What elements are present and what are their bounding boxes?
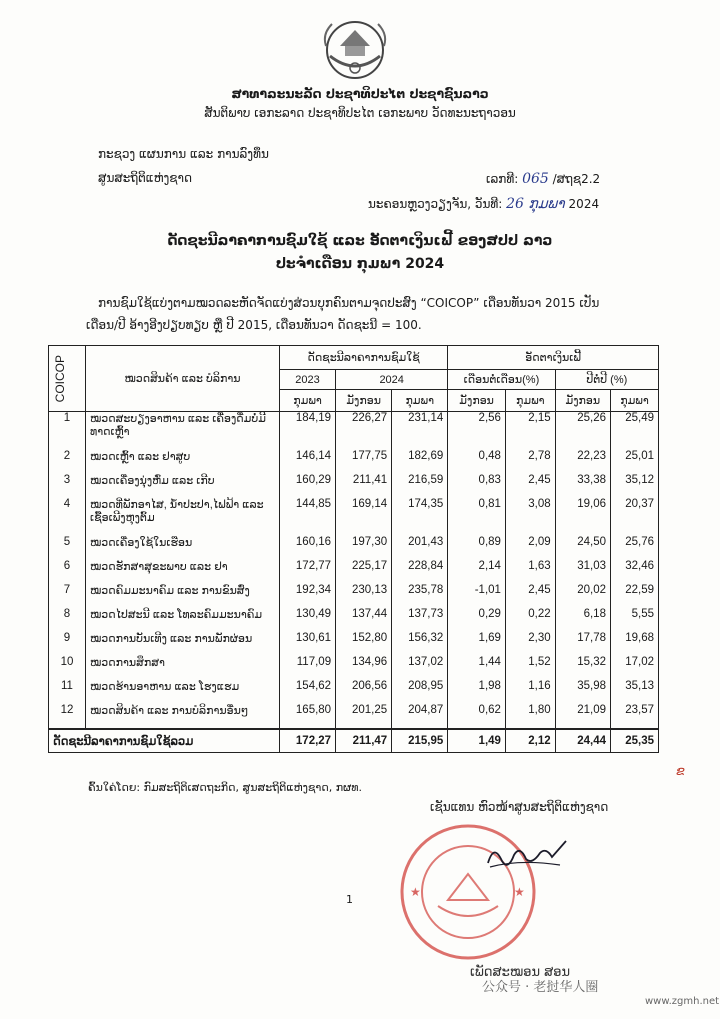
svg-text:★: ★ — [410, 885, 421, 899]
value-yoy-jan: 22,23 — [555, 450, 610, 474]
coicop-code: 5 — [49, 536, 86, 560]
coicop-header: COICOP — [53, 354, 67, 403]
value-mom-jan: 1,98 — [448, 680, 506, 704]
value-mom-feb: 1,16 — [505, 680, 555, 704]
document-number — [486, 171, 600, 187]
value-yoy-jan: 21,09 — [555, 704, 610, 729]
value-yoy-feb: 23,57 — [610, 704, 658, 729]
value-mom-feb: 1,80 — [505, 704, 555, 729]
table-row — [49, 608, 659, 632]
month-jan-mom: ມັງກອນ — [448, 390, 506, 412]
group-name: ໝວດການບັນເທີງ ແລະ ການພັກຜ່ອນ — [86, 632, 280, 656]
national-emblem-icon — [318, 16, 392, 82]
cpi-table — [48, 345, 659, 753]
year-2024-cpi: 2024 — [336, 370, 448, 390]
value-c2023: 130,61 — [280, 632, 336, 656]
value-mom-feb: 2,09 — [505, 536, 555, 560]
total-c2023: 172,27 — [280, 729, 336, 753]
coicop-code: 12 — [49, 704, 86, 729]
value-yoy-jan: 24,50 — [555, 536, 610, 560]
value-yoy-feb: 35,12 — [610, 474, 658, 498]
value-mom-feb: 1,63 — [505, 560, 555, 584]
signature-title: ເຊັນແທນ ຫົວໜ້າສູນສະຖິຕິແຫ່ງຊາດ — [430, 800, 609, 814]
value-jan: 152,80 — [336, 632, 392, 656]
value-jan: 137,44 — [336, 608, 392, 632]
date-prefix: ນະຄອນຫຼວງວຽງຈັນ, ວັນທີ: — [368, 197, 503, 211]
value-c2023: 117,09 — [280, 656, 336, 680]
coicop-code: 11 — [49, 680, 86, 704]
value-feb: 137,73 — [392, 608, 448, 632]
value-jan: 226,27 — [336, 412, 392, 451]
value-yoy-feb: 17,02 — [610, 656, 658, 680]
group-name: ໝວດເຄື່ອງໃຊ້ໃນເຮືອນ — [86, 536, 280, 560]
col-group: ໝວດສິນຄ້າ ແລະ ບໍລິການ — [86, 346, 280, 412]
doc-suffix: /ສຖຊ2.2 — [552, 172, 601, 186]
header-line1: ສາທາລະນະລັດ ປະຊາທິປະໄຕ ປະຊາຊົນລາວ — [231, 86, 489, 101]
watermark-site: www.zgmh.net — [645, 996, 720, 1007]
value-mom-jan: 0,81 — [448, 498, 506, 536]
group-name: ໝວດສະບຽງອາຫານ ແລະ ເຄື່ອງດື່ມບໍ່ມີທາດເຫຼົ້າ — [86, 412, 280, 451]
value-feb: 201,43 — [392, 536, 448, 560]
group-name: ໝວດສິນຄ້າ ແລະ ການບໍລິການອື່ນໆ — [86, 704, 280, 729]
value-feb: 174,35 — [392, 498, 448, 536]
table-row — [49, 656, 659, 680]
value-c2023: 144,85 — [280, 498, 336, 536]
group-name: ໝວດການສຶກສາ — [86, 656, 280, 680]
date-handwritten: 26 ກຸມພາ — [506, 196, 565, 212]
value-yoy-feb: 5,55 — [610, 608, 658, 632]
value-yoy-feb: 25,01 — [610, 450, 658, 474]
month-feb-cpi: ກຸມພາ — [392, 390, 448, 412]
date-year: 2024 — [568, 197, 600, 211]
value-yoy-feb: 22,59 — [610, 584, 658, 608]
value-mom-jan: 2,56 — [448, 412, 506, 451]
value-yoy-jan: 17,78 — [555, 632, 610, 656]
table-row — [49, 632, 659, 656]
value-mom-jan: -1,01 — [448, 584, 506, 608]
total-yoy-jan: 24,44 — [555, 729, 610, 753]
value-c2023: 160,29 — [280, 474, 336, 498]
table-row — [49, 536, 659, 560]
group-name: ໝວດເຄື່ອງນຸ່ງຫົ່ມ ແລະ ເກີບ — [86, 474, 280, 498]
total-feb: 215,95 — [392, 729, 448, 753]
value-feb: 235,78 — [392, 584, 448, 608]
margin-mark: ຂ — [676, 764, 685, 779]
document-subtitle: ປະຈຳເດືອນ ກຸມພາ 2024 — [275, 256, 445, 272]
value-mom-jan: 0,48 — [448, 450, 506, 474]
coicop-code: 7 — [49, 584, 86, 608]
value-mom-feb: 2,30 — [505, 632, 555, 656]
coicop-code: 9 — [49, 632, 86, 656]
total-row — [49, 729, 659, 753]
value-yoy-jan: 33,38 — [555, 474, 610, 498]
header-line2: ສັນຕິພາບ ເອກະລາດ ປະຊາທິປະໄຕ ເອກະພາບ ວັດທະນະຖາວອນ — [204, 106, 516, 120]
value-c2023: 146,14 — [280, 450, 336, 474]
coicop-code: 2 — [49, 450, 86, 474]
table-row — [49, 474, 659, 498]
value-jan: 211,41 — [336, 474, 392, 498]
value-c2023: 160,16 — [280, 536, 336, 560]
intro-line2: ເດືອນ/ປີ ອ້າງອີງປຽບທຽບ ຫຼື ປີ 2015, ເດືອນທັນວາ ດັດຊະນີ = 100. — [86, 318, 422, 332]
total-mom-jan: 1,49 — [448, 729, 506, 753]
value-mom-jan: 0,62 — [448, 704, 506, 729]
value-yoy-jan: 31,03 — [555, 560, 610, 584]
value-yoy-feb: 19,68 — [610, 632, 658, 656]
group-name: ໝວດທີ່ພັກອາໄສ, ນ້ຳປະປາ,ໄຟຟ້າ ແລະ ເຊື້ອເພີງຫຸງຕົ້ມ — [86, 498, 280, 536]
table-row — [49, 704, 659, 729]
value-feb: 204,87 — [392, 704, 448, 729]
source-note: ຄົ້ນໃຄ່ໂດຍ: ກົມສະຖິຕິເສດຖະກິດ, ສູນສະຖິຕິແຫ່ງຊາດ, ກຜທ. — [88, 781, 362, 794]
value-mom-feb: 2,45 — [505, 474, 555, 498]
doc-label: ເລກທີ: — [486, 172, 519, 186]
doc-number-handwritten: 065 — [522, 171, 549, 187]
mom-header: ເດືອນຕໍ່ເດືອນ(%) — [448, 370, 555, 390]
coicop-code: 1 — [49, 412, 86, 451]
center-name: ສູນສະຖິຕິແຫ່ງຊາດ — [98, 171, 193, 185]
value-feb: 231,14 — [392, 412, 448, 451]
value-yoy-feb: 25,76 — [610, 536, 658, 560]
group-name: ໝວດຄົມມະນາຄົມ ແລະ ການຂົນສົ່ງ — [86, 584, 280, 608]
total-jan: 211,47 — [336, 729, 392, 753]
inflation-header: ອັດຕາເງິນເຟີ້ — [448, 346, 659, 370]
month-jan-yoy: ມັງກອນ — [555, 390, 610, 412]
table-row — [49, 584, 659, 608]
page-number: 1 — [346, 893, 353, 906]
svg-text:★: ★ — [514, 885, 525, 899]
value-jan: 169,14 — [336, 498, 392, 536]
table-row — [49, 560, 659, 584]
value-yoy-feb: 20,37 — [610, 498, 658, 536]
ministry-name: ກະຊວງ ແຜນການ ແລະ ການລົງທຶນ — [98, 147, 269, 161]
month-feb-2023: ກຸມພາ — [280, 390, 336, 412]
value-c2023: 172,77 — [280, 560, 336, 584]
table-row — [49, 450, 659, 474]
value-yoy-jan: 6,18 — [555, 608, 610, 632]
date-line — [368, 196, 599, 212]
value-mom-feb: 1,52 — [505, 656, 555, 680]
value-jan: 201,25 — [336, 704, 392, 729]
value-feb: 156,32 — [392, 632, 448, 656]
col-coicop — [49, 346, 86, 412]
intro-line1: ການຊົມໃຊ້ແບ່ງຕາມໝວດລະຫັດຈັດແບ່ງສ່ວນບຸກຄົນຕາມຈຸດປະສົງ “COICOP” ເດືອນທັນວາ 2015 ເປັນ — [98, 296, 600, 310]
watermark-text: 公众号 · 老挝华人圈 — [482, 980, 599, 995]
value-yoy-jan: 15,32 — [555, 656, 610, 680]
value-yoy-jan: 19,06 — [555, 498, 610, 536]
coicop-code: 6 — [49, 560, 86, 584]
value-mom-feb: 2,45 — [505, 584, 555, 608]
value-feb: 208,95 — [392, 680, 448, 704]
value-yoy-jan: 35,98 — [555, 680, 610, 704]
table-row — [49, 680, 659, 704]
value-yoy-feb: 25,49 — [610, 412, 658, 451]
document-title: ດັດຊະນີລາຄາການຊົມໃຊ້ ແລະ ອັດຕາເງິນເຟີ້ ຂອງສປປ ລາວ — [167, 233, 553, 249]
value-feb: 216,59 — [392, 474, 448, 498]
value-mom-feb: 2,78 — [505, 450, 555, 474]
value-jan: 206,56 — [336, 680, 392, 704]
group-name: ໝວດໄປສະນີ ແລະ ໂທລະຄົມມະນາຄົມ — [86, 608, 280, 632]
value-mom-jan: 2,14 — [448, 560, 506, 584]
coicop-code: 8 — [49, 608, 86, 632]
coicop-code: 3 — [49, 474, 86, 498]
table-row — [49, 498, 659, 536]
coicop-code: 10 — [49, 656, 86, 680]
value-jan: 177,75 — [336, 450, 392, 474]
value-mom-feb: 0,22 — [505, 608, 555, 632]
value-feb: 137,02 — [392, 656, 448, 680]
value-mom-jan: 0,83 — [448, 474, 506, 498]
total-mom-feb: 2,12 — [505, 729, 555, 753]
value-jan: 225,17 — [336, 560, 392, 584]
value-mom-jan: 1,69 — [448, 632, 506, 656]
value-mom-feb: 2,15 — [505, 412, 555, 451]
value-jan: 230,13 — [336, 584, 392, 608]
coicop-code: 4 — [49, 498, 86, 536]
month-feb-mom: ກຸມພາ — [505, 390, 555, 412]
value-feb: 182,69 — [392, 450, 448, 474]
table-row — [49, 412, 659, 451]
value-mom-jan: 0,29 — [448, 608, 506, 632]
year-2023: 2023 — [280, 370, 336, 390]
handwritten-signature — [480, 835, 570, 875]
value-c2023: 154,62 — [280, 680, 336, 704]
total-yoy-feb: 25,35 — [610, 729, 658, 753]
cpi-header: ດັດຊະນີລາຄາການຊົມໃຊ້ — [280, 346, 448, 370]
value-mom-jan: 1,44 — [448, 656, 506, 680]
value-jan: 197,30 — [336, 536, 392, 560]
value-yoy-jan: 20,02 — [555, 584, 610, 608]
total-label: ດັດຊະນີລາຄາການຊົມໃຊ້ລວມ — [49, 729, 280, 753]
value-yoy-feb: 32,46 — [610, 560, 658, 584]
value-c2023: 130,49 — [280, 608, 336, 632]
group-name: ໝວດຮ້ານອາຫານ ແລະ ໂຮງແຮມ — [86, 680, 280, 704]
month-jan-cpi: ມັງກອນ — [336, 390, 392, 412]
group-name: ໝວດເຫຼົ້າ ແລະ ຢາສູບ — [86, 450, 280, 474]
month-feb-yoy: ກຸມພາ — [610, 390, 658, 412]
yoy-header: ປີຕໍ່ປີ (%) — [555, 370, 658, 390]
value-yoy-feb: 35,13 — [610, 680, 658, 704]
value-feb: 228,84 — [392, 560, 448, 584]
value-mom-jan: 0,89 — [448, 536, 506, 560]
group-name: ໝວດຮັກສາສຸຂະພາບ ແລະ ຢາ — [86, 560, 280, 584]
signatory-name: ເພັດສະໝອນ ສອນ — [470, 965, 571, 980]
value-yoy-jan: 25,26 — [555, 412, 610, 451]
value-c2023: 184,19 — [280, 412, 336, 451]
value-c2023: 165,80 — [280, 704, 336, 729]
value-jan: 134,96 — [336, 656, 392, 680]
value-mom-feb: 3,08 — [505, 498, 555, 536]
value-c2023: 192,34 — [280, 584, 336, 608]
